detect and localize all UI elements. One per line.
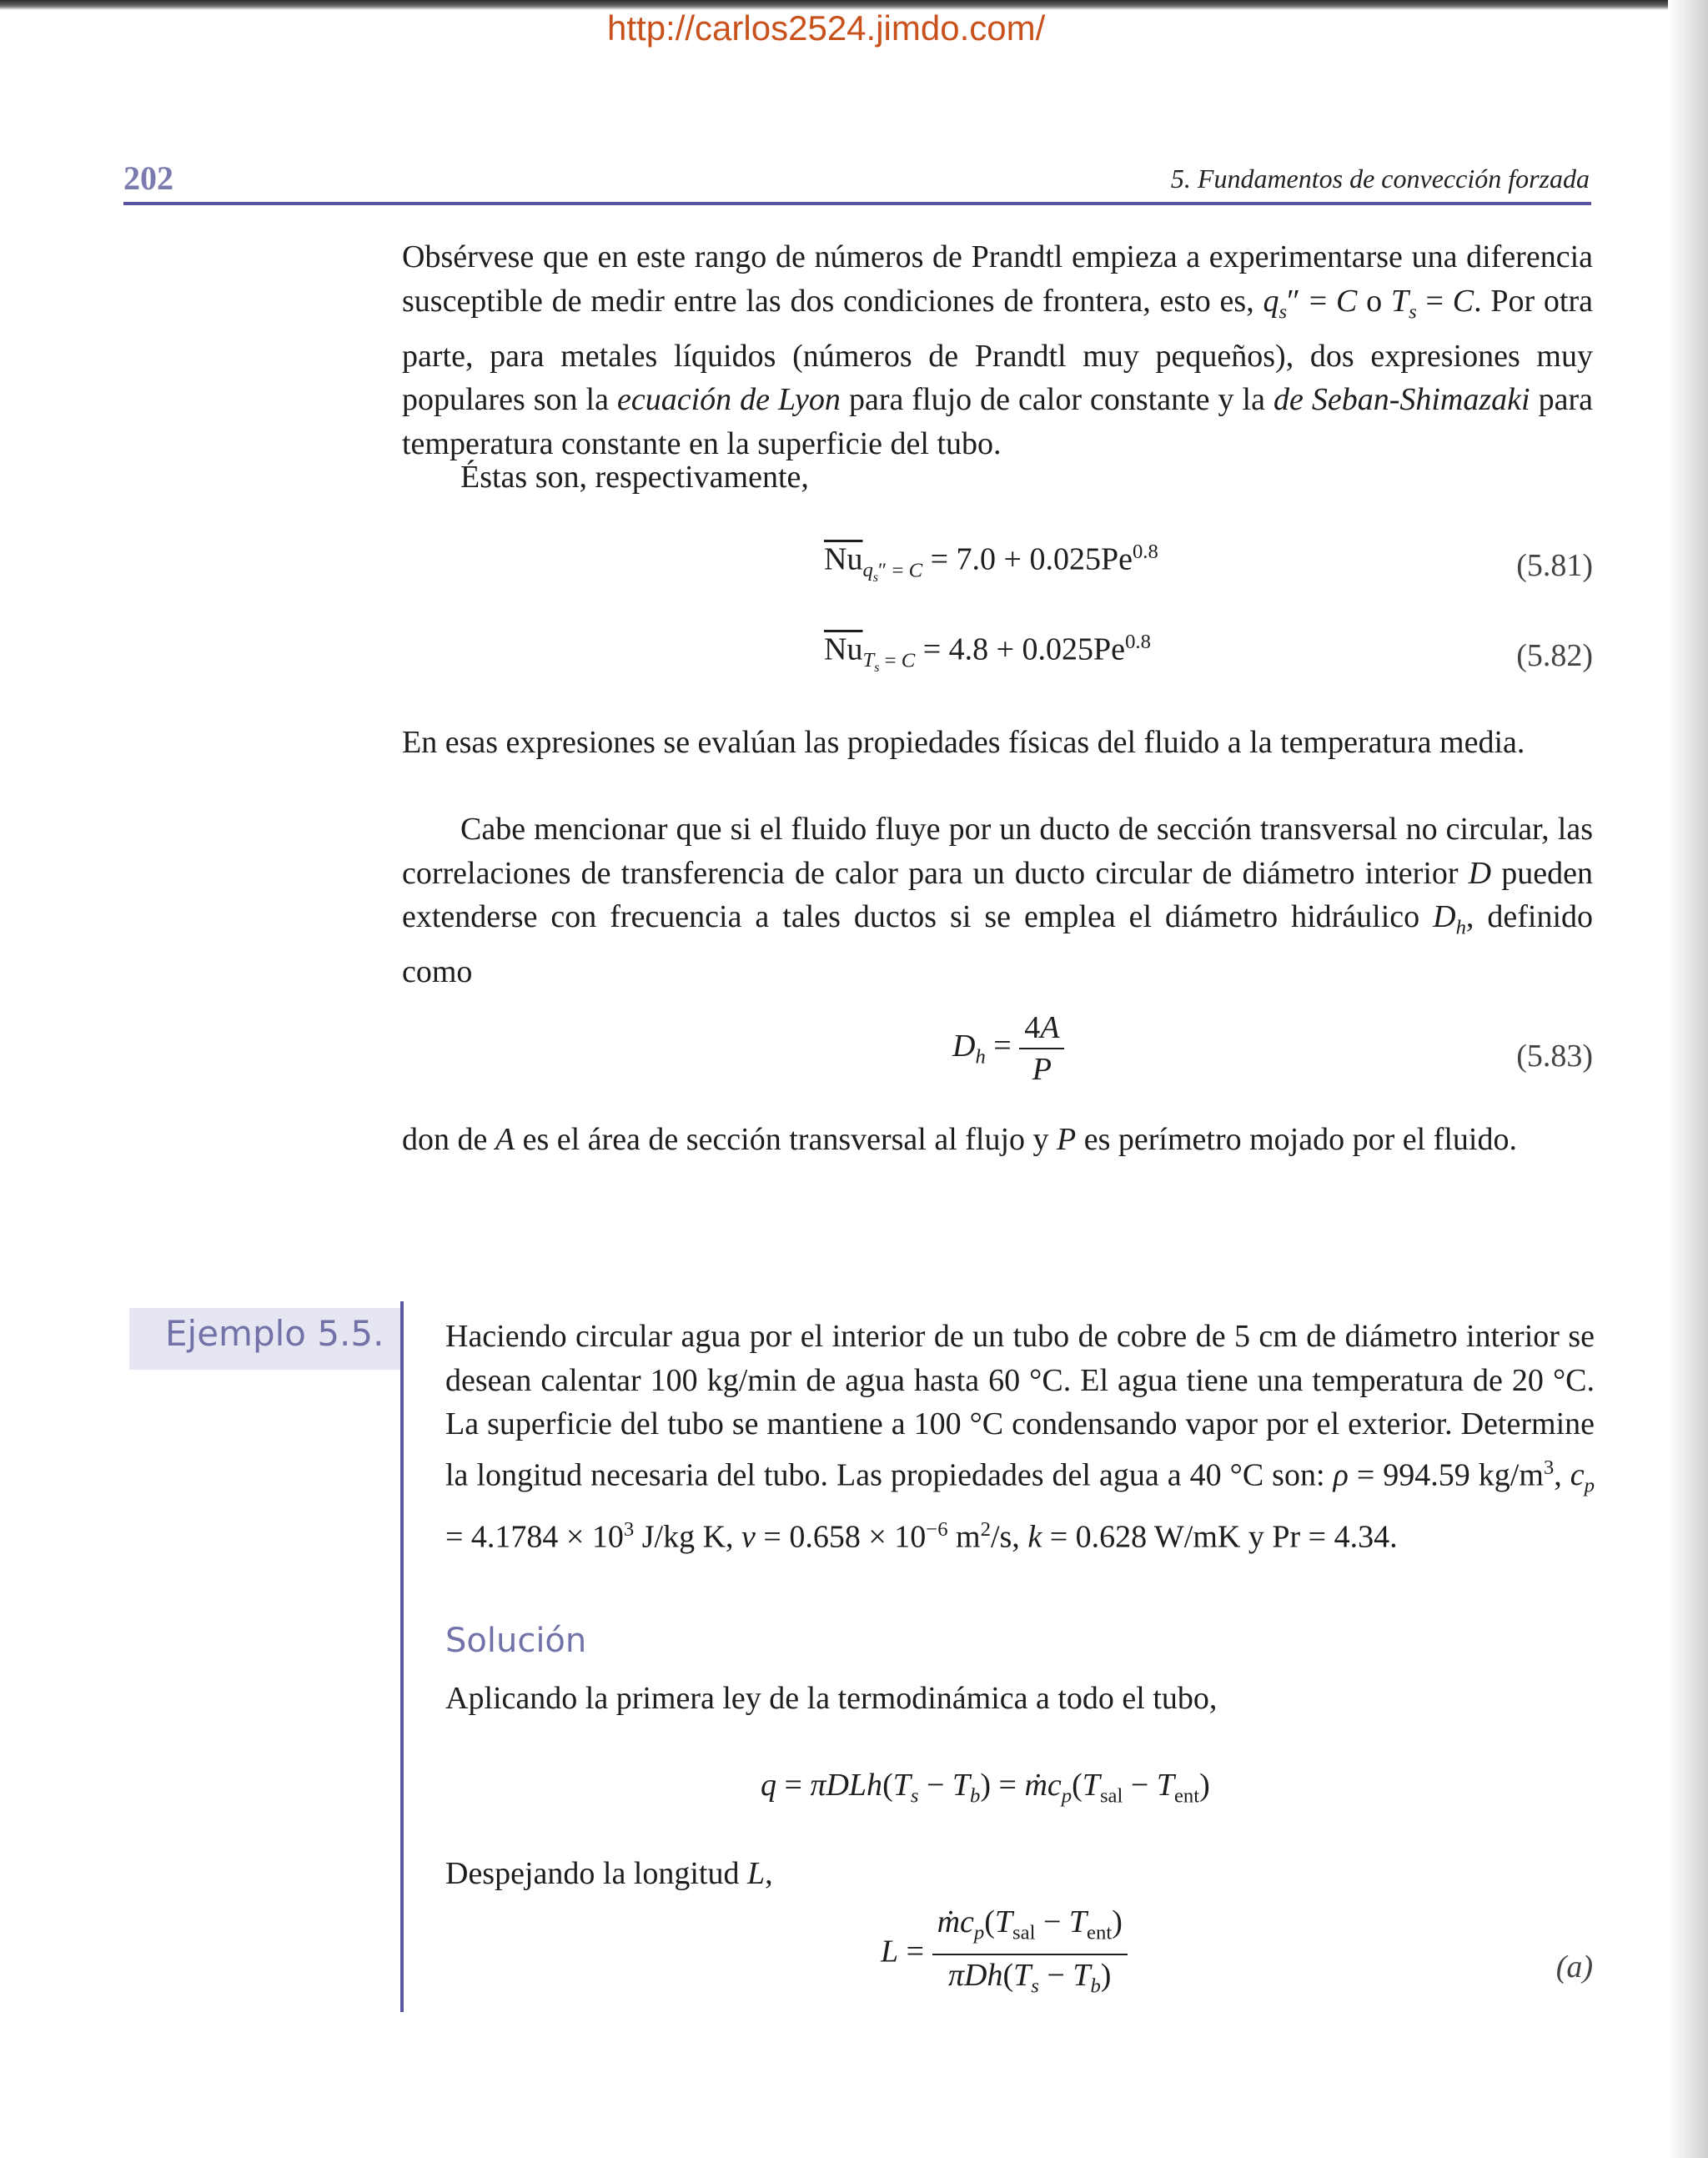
example-statement: Haciendo circular agua por el interior de un tubo de cobre de 5 cm de diámetro interior se desean calentar 100 kg/min de agua hasta 60 °C. El agua tiene una temperatura de 20 °C. La superficie del tubo se mantiene a 100 °C condensando vapor por el exterior. Determine la longitud necesaria del tubo. Las propiedades del agua a 40 °C son: ρ = 994.59 $kg/m^3$, $c_p = 4.1784 \times 10^3$ J/kg K, $\nu = 0.658 \times 10^{-6}$ $m^2/s$, k = 0.628 W/mK y Pr = 4.34. [445,1319,1595,1555]
example-side-bar [400,1301,404,2012]
source-url[interactable]: http://carlos2524.jimdo.com/ [607,8,1046,48]
equation-number-5-81: (5.81) [1516,548,1593,583]
running-head: 5. Fundamentos de convección forzada [1170,163,1590,194]
paragraph-prandtl: Obsérvese que en este rango de números de Prandtl empieza a experimentarse una diferencia susceptible de medir entre las dos condiciones de frontera, esto es, $q_s'' = C$ o $T_s = C$. Por otra parte, para metales líquidos (números de Prandtl muy pequeños), dos expresiones muy populares son la ecuación de Lyon para flujo de calor constante y la de Seban-Shimazaki para temperatura constante en la superficie del tubo. [402,239,1594,461]
paragraph-properties: En esas expresiones se evalúan las propiedades físicas del fluido a la temperatura media. [402,725,1525,760]
page-number: 202 [123,159,173,197]
equation-5-81: $\overline{Nu}_{q_s'' = C} = 7.0 + 0.025Pe^{0.8}$ [824,541,1158,586]
solution-first-law: Aplicando la primera ley de la termodinámica a todo el tubo, [445,1681,1218,1716]
equation-5-82: $\overline{Nu}_{T_s = C} = 4.8 + 0.025Pe^{0.8}$ [824,631,1151,676]
equation-a: L = $\frac{ṁc_p(T_{sal} - T_{ent})}{\pi Dh(T_s - T_b)}$ [881,1902,1128,2006]
paragraph-these-are: Éstas son, respectivamente, [460,460,809,495]
solution-solve-length: Despejando la longitud L, [445,1856,773,1891]
example-label: Ejemplo 5.5. [165,1313,384,1354]
header-rule [123,202,1591,205]
paragraph-hydraulic-diameter: Cabe mencionar que si el fluido fluye por un ducto de sección transversal no circular, las correlaciones de transferencia de calor para un ducto circular de diámetro interior D pueden extenderse con frecuencia a tales ductos si se emplea el diámetro hidráulico $D_h$, definido como [402,812,1594,990]
solution-heading: Solución [445,1622,587,1660]
equation-number-a: (a) [1555,1949,1593,1984]
equation-energy-balance: $q = \pi DLh(T_s - T_b)$ = $ṁc_p(T_{sal} - T_{ent})$ [761,1768,1210,1808]
paragraph-where: don de A es el área de sección transversal al flujo y P es perímetro mojado por el fluido. [402,1122,1517,1157]
page-edge-shadow [1668,0,1708,2158]
equation-5-83: $D_h$ = $\frac{4A}{P}$ [952,1008,1064,1089]
equation-number-5-82: (5.82) [1516,638,1593,673]
equation-number-5-83: (5.83) [1516,1039,1593,1074]
